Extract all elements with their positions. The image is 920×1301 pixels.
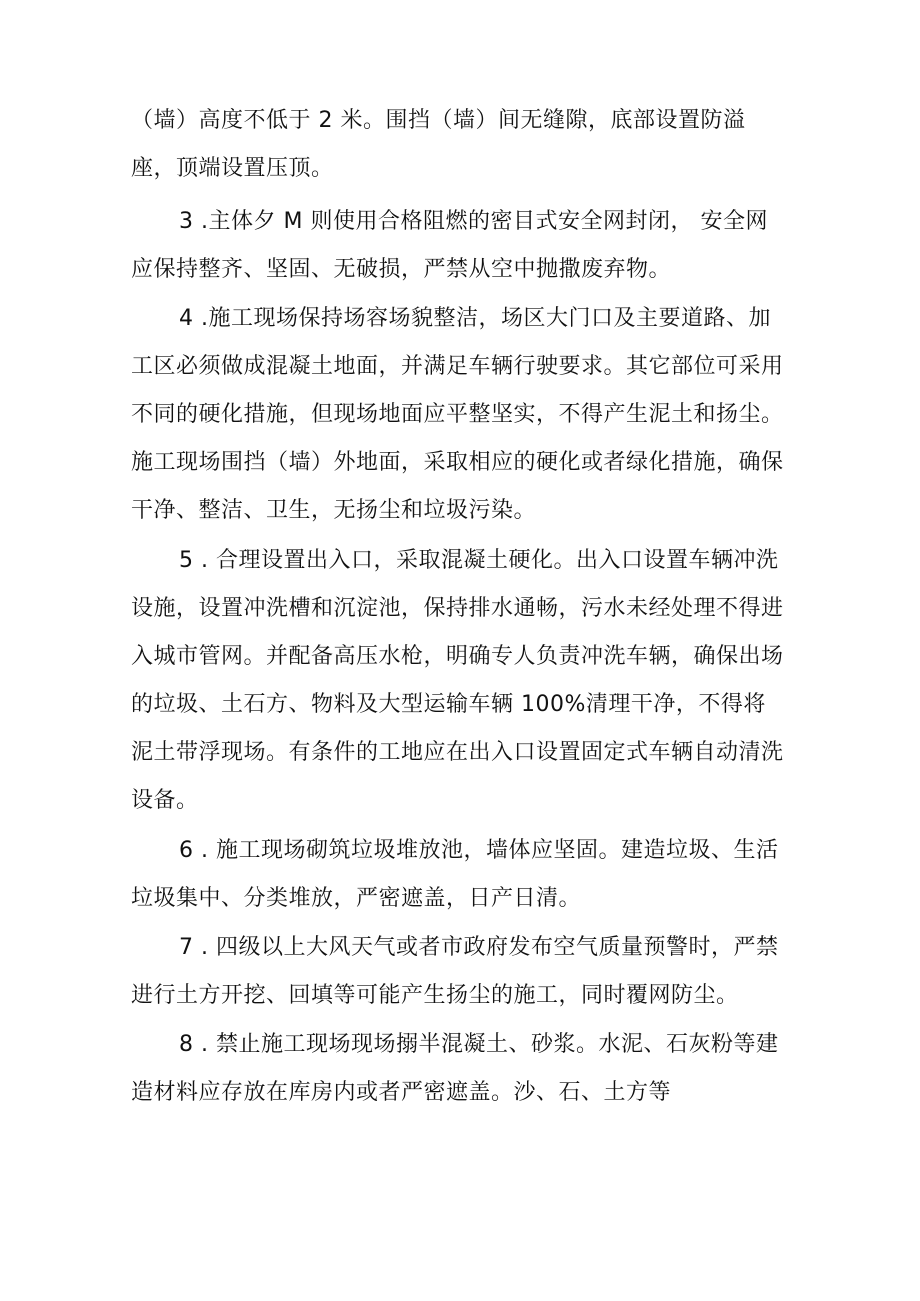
paragraph-item-4 — [131, 295, 821, 535]
text-line: 7 . 四级以上大风天气或者市政府发布空气质量预警时，严禁 — [179, 935, 779, 960]
text-line: 不同的硬化措施，但现场地面应平整坚实，不得产生泥土和扬尘。 — [131, 402, 784, 427]
text-line: 泥土带浮现场。有条件的工地应在出入口设置固定式车辆自动清洗 — [131, 740, 784, 765]
text-line: 干净、整洁、卫生，无扬尘和垃圾污染。 — [131, 498, 537, 523]
text-line: 进行土方开挖、回填等可能产生扬尘的施工，同时覆网防尘。 — [131, 983, 739, 1008]
text-line: （墙）高度不低于 2 米。围挡（墙）间无缝隙，底部设置防溢 — [131, 108, 746, 133]
paragraph-item-6 — [131, 827, 821, 923]
text-line: 8 . 禁止施工现场现场搦半混凝土、砂浆。水泥、石灰粉等建 — [179, 1032, 779, 1057]
text-line: 设备。 — [131, 788, 199, 813]
text-line: 垃圾集中、分类堆放，严密遮盖，日产日清。 — [131, 886, 582, 911]
text-line: 座，顶端设置压顶。 — [131, 156, 334, 181]
paragraph-item-7 — [131, 924, 821, 1020]
text-line: 4 .施工现场保持场容场貌整洁，场区大门口及主要道路、加 — [179, 306, 771, 331]
text-line: 5 . 合理设置出入口，采取混凝土硬化。出入口设置车辆冲洗 — [179, 548, 779, 573]
text-line: 工区必须做成混凝土地面，并满足车辆行驶要求。其它部位可采用 — [131, 354, 784, 379]
text-line: 施工现场围挡（墙）外地面，采取相应的硬化或者绿化措施，确保 — [131, 450, 784, 475]
paragraph-wall-height — [131, 97, 821, 193]
paragraph-item-3 — [131, 198, 821, 294]
text-line: 的垃圾、土石方、物料及大型运输车辆 100%清理干净，不得将 — [131, 692, 766, 717]
paragraph-item-8 — [131, 1021, 821, 1117]
text-line: 造材料应存放在库房内或者严密遮盖。沙、石、土方等 — [131, 1080, 672, 1105]
text-line: 3 .主体夕 M 则使用合格阻燃的密目式安全网封闭， 安全网 — [179, 209, 768, 234]
text-line: 入城市管网。并配备高压水枪，明确专人负责冲洗车辆，确保出场 — [131, 644, 784, 669]
text-line: 6 . 施工现场砌筑垃圾堆放池，墙体应坚固。建造垃圾、生活 — [179, 838, 779, 863]
text-line: 设施，设置冲洗槽和沉淀池，保持排水通畅，污水未经处理不得进 — [131, 596, 784, 621]
paragraph-item-5 — [131, 537, 821, 825]
text-line: 应保持整齐、坚固、无破损，严禁从空中抛撒废弃物。 — [131, 257, 672, 282]
